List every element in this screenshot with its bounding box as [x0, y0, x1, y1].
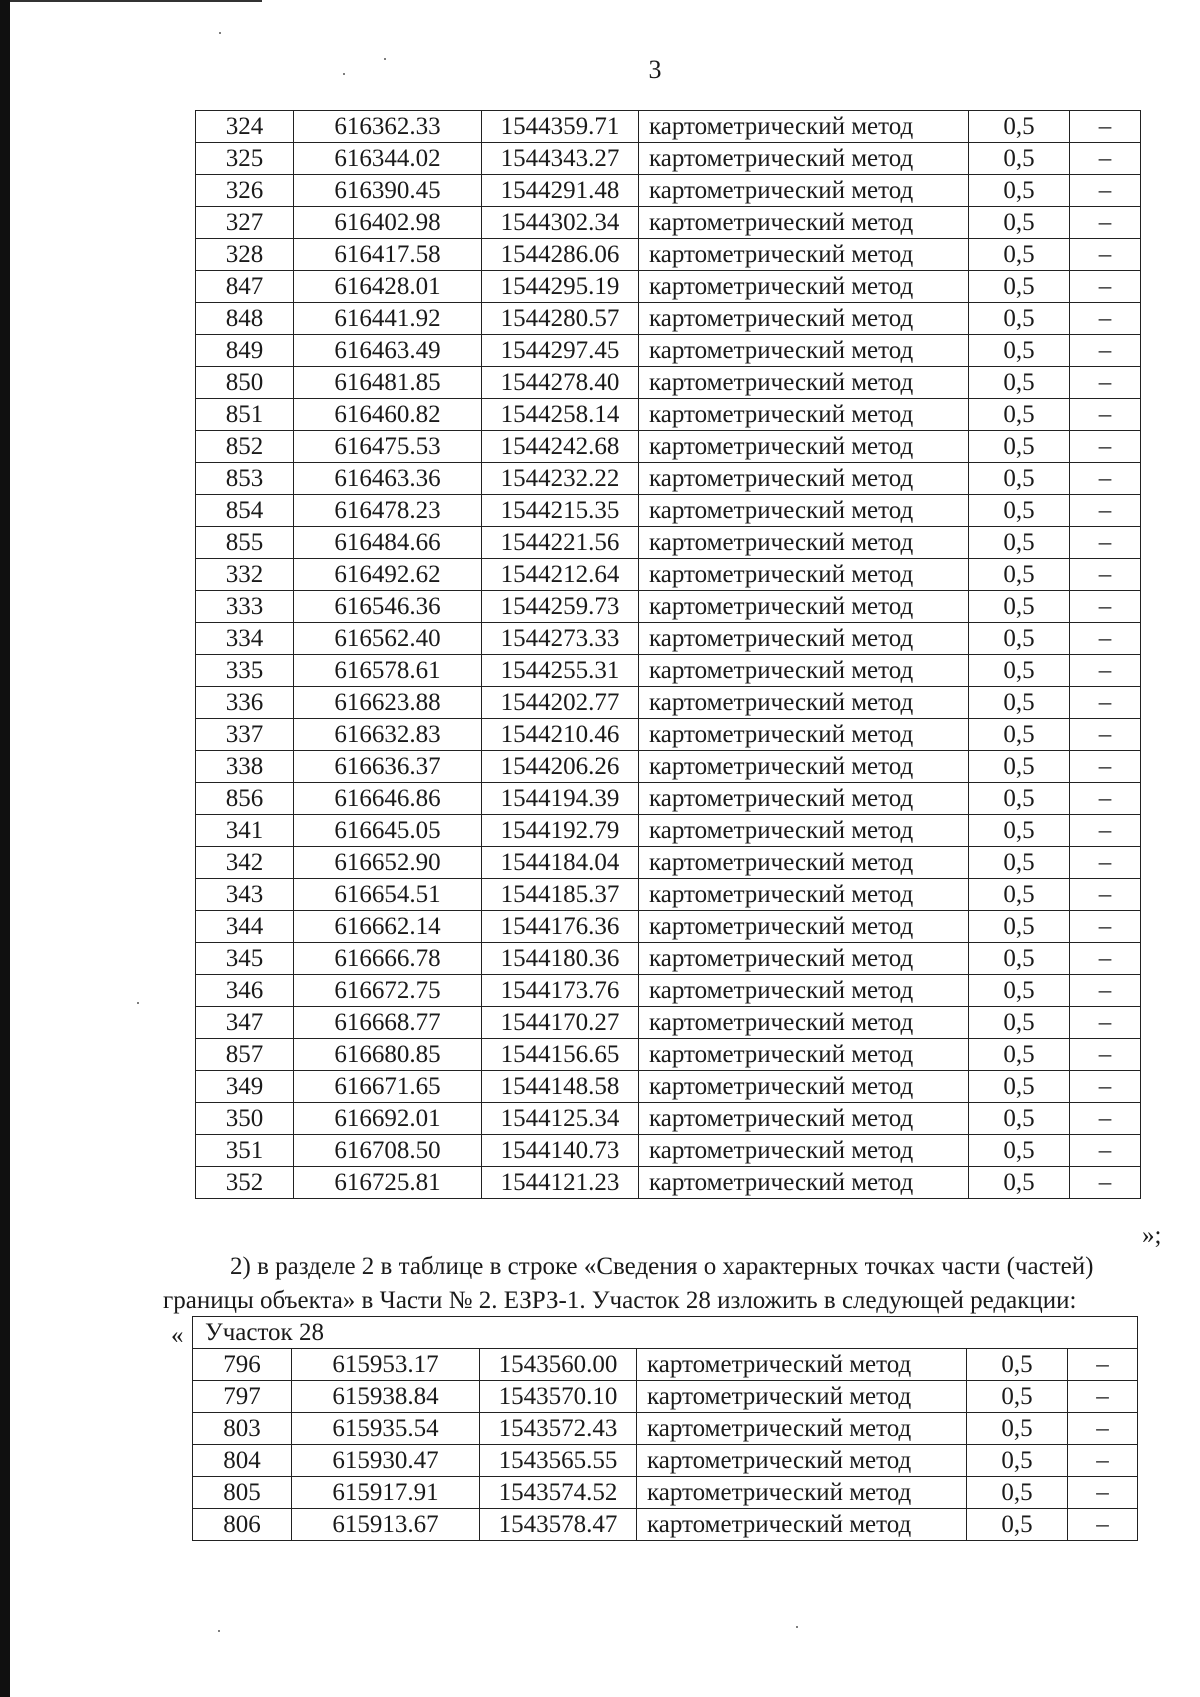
description-cell: – [1070, 783, 1141, 815]
x-coordinate-cell: 615938.84 [292, 1381, 480, 1413]
y-coordinate-cell: 1544242.68 [482, 431, 639, 463]
method-cell: картометрический метод [639, 655, 969, 687]
accuracy-cell: 0,5 [969, 271, 1070, 303]
x-coordinate-cell: 616460.82 [294, 399, 482, 431]
table-row [193, 1445, 1138, 1477]
x-coordinate-cell: 615930.47 [292, 1445, 480, 1477]
y-coordinate-cell: 1544215.35 [482, 495, 639, 527]
table-row [196, 143, 1141, 175]
description-cell: – [1070, 1103, 1141, 1135]
method-cell: картометрический метод [639, 687, 969, 719]
description-cell: – [1068, 1413, 1138, 1445]
table-row [196, 879, 1141, 911]
description-cell: – [1070, 751, 1141, 783]
description-cell: – [1070, 879, 1141, 911]
y-coordinate-cell: 1544185.37 [482, 879, 639, 911]
point-number-cell: 343 [196, 879, 294, 911]
point-number-cell: 337 [196, 719, 294, 751]
accuracy-cell: 0,5 [969, 495, 1070, 527]
description-cell: – [1070, 175, 1141, 207]
x-coordinate-cell: 616636.37 [294, 751, 482, 783]
x-coordinate-cell: 616478.23 [294, 495, 482, 527]
point-number-cell: 349 [196, 1071, 294, 1103]
description-cell: – [1070, 1167, 1141, 1199]
description-cell: – [1070, 527, 1141, 559]
point-number-cell: 342 [196, 847, 294, 879]
point-number-cell: 352 [196, 1167, 294, 1199]
table-row [196, 367, 1141, 399]
point-number-cell: 347 [196, 1007, 294, 1039]
y-coordinate-cell: 1544170.27 [482, 1007, 639, 1039]
method-cell: картометрический метод [639, 239, 969, 271]
point-number-cell: 855 [196, 527, 294, 559]
point-number-cell: 341 [196, 815, 294, 847]
description-cell: – [1070, 815, 1141, 847]
x-coordinate-cell: 616680.85 [294, 1039, 482, 1071]
accuracy-cell: 0,5 [967, 1445, 1068, 1477]
x-coordinate-cell: 615913.67 [292, 1509, 480, 1541]
scan-speck [219, 32, 221, 34]
y-coordinate-cell: 1544210.46 [482, 719, 639, 751]
point-number-cell: 332 [196, 559, 294, 591]
point-number-cell: 797 [193, 1381, 292, 1413]
point-number-cell: 853 [196, 463, 294, 495]
point-number-cell: 851 [196, 399, 294, 431]
y-coordinate-cell: 1544192.79 [482, 815, 639, 847]
method-cell: картометрический метод [639, 1103, 969, 1135]
method-cell: картометрический метод [639, 1135, 969, 1167]
accuracy-cell: 0,5 [969, 559, 1070, 591]
accuracy-cell: 0,5 [969, 175, 1070, 207]
method-cell: картометрический метод [639, 1039, 969, 1071]
x-coordinate-cell: 616652.90 [294, 847, 482, 879]
y-coordinate-cell: 1544359.71 [482, 111, 639, 143]
x-coordinate-cell: 616390.45 [294, 175, 482, 207]
y-coordinate-cell: 1544273.33 [482, 623, 639, 655]
point-number-cell: 338 [196, 751, 294, 783]
accuracy-cell: 0,5 [967, 1381, 1068, 1413]
point-number-cell: 796 [193, 1349, 292, 1381]
method-cell: картометрический метод [639, 271, 969, 303]
point-number-cell: 333 [196, 591, 294, 623]
scan-top-line [10, 0, 262, 2]
point-number-cell: 335 [196, 655, 294, 687]
point-number-cell: 849 [196, 335, 294, 367]
description-cell: – [1070, 335, 1141, 367]
x-coordinate-cell: 616492.62 [294, 559, 482, 591]
table-row [196, 303, 1141, 335]
accuracy-cell: 0,5 [969, 431, 1070, 463]
description-cell: – [1068, 1477, 1138, 1509]
y-coordinate-cell: 1544184.04 [482, 847, 639, 879]
y-coordinate-cell: 1544176.36 [482, 911, 639, 943]
y-coordinate-cell: 1544194.39 [482, 783, 639, 815]
accuracy-cell: 0,5 [969, 1007, 1070, 1039]
y-coordinate-cell: 1544232.22 [482, 463, 639, 495]
accuracy-cell: 0,5 [969, 687, 1070, 719]
table-row [196, 495, 1141, 527]
method-cell: картометрический метод [639, 143, 969, 175]
x-coordinate-cell: 616475.53 [294, 431, 482, 463]
x-coordinate-cell: 615917.91 [292, 1477, 480, 1509]
description-cell: – [1068, 1381, 1138, 1413]
method-cell: картометрический метод [637, 1477, 967, 1509]
table-row [196, 591, 1141, 623]
method-cell: картометрический метод [639, 1167, 969, 1199]
method-cell: картометрический метод [639, 175, 969, 207]
y-coordinate-cell: 1544121.23 [482, 1167, 639, 1199]
section-coordinates-table [192, 1316, 1138, 1541]
method-cell: картометрический метод [639, 911, 969, 943]
y-coordinate-cell: 1544280.57 [482, 303, 639, 335]
description-cell: – [1070, 271, 1141, 303]
method-cell: картометрический метод [639, 1007, 969, 1039]
point-number-cell: 806 [193, 1509, 292, 1541]
description-cell: – [1070, 1071, 1141, 1103]
description-cell: – [1070, 943, 1141, 975]
description-cell: – [1070, 847, 1141, 879]
table-row [196, 847, 1141, 879]
accuracy-cell: 0,5 [969, 1167, 1070, 1199]
method-cell: картометрический метод [639, 719, 969, 751]
scan-speck [796, 1626, 798, 1628]
table-row [196, 399, 1141, 431]
accuracy-cell: 0,5 [969, 143, 1070, 175]
y-coordinate-cell: 1544258.14 [482, 399, 639, 431]
accuracy-cell: 0,5 [967, 1413, 1068, 1445]
point-number-cell: 328 [196, 239, 294, 271]
table-row [196, 751, 1141, 783]
table-row [196, 111, 1141, 143]
point-number-cell: 327 [196, 207, 294, 239]
description-cell: – [1068, 1509, 1138, 1541]
point-number-cell: 326 [196, 175, 294, 207]
y-coordinate-cell: 1544212.64 [482, 559, 639, 591]
method-cell: картометрический метод [639, 303, 969, 335]
point-number-cell: 334 [196, 623, 294, 655]
y-coordinate-cell: 1543570.10 [480, 1381, 637, 1413]
method-cell: картометрический метод [639, 399, 969, 431]
x-coordinate-cell: 616671.65 [294, 1071, 482, 1103]
point-number-cell: 803 [193, 1413, 292, 1445]
accuracy-cell: 0,5 [969, 1071, 1070, 1103]
x-coordinate-cell: 616463.49 [294, 335, 482, 367]
accuracy-cell: 0,5 [969, 975, 1070, 1007]
x-coordinate-cell: 615953.17 [292, 1349, 480, 1381]
table-row [196, 1135, 1141, 1167]
point-number-cell: 325 [196, 143, 294, 175]
y-coordinate-cell: 1544297.45 [482, 335, 639, 367]
method-cell: картометрический метод [639, 751, 969, 783]
y-coordinate-cell: 1544173.76 [482, 975, 639, 1007]
point-number-cell: 346 [196, 975, 294, 1007]
y-coordinate-cell: 1544255.31 [482, 655, 639, 687]
method-cell: картометрический метод [639, 207, 969, 239]
y-coordinate-cell: 1543572.43 [480, 1413, 637, 1445]
method-cell: картометрический метод [637, 1509, 967, 1541]
section-header: Участок 28 [193, 1317, 1138, 1349]
point-number-cell: 850 [196, 367, 294, 399]
table-row [196, 655, 1141, 687]
method-cell: картометрический метод [639, 847, 969, 879]
point-number-cell: 848 [196, 303, 294, 335]
accuracy-cell: 0,5 [969, 335, 1070, 367]
accuracy-cell: 0,5 [969, 367, 1070, 399]
point-number-cell: 351 [196, 1135, 294, 1167]
method-cell: картометрический метод [639, 463, 969, 495]
table-row [196, 1103, 1141, 1135]
x-coordinate-cell: 616484.66 [294, 527, 482, 559]
description-cell: – [1070, 591, 1141, 623]
description-cell: – [1070, 687, 1141, 719]
y-coordinate-cell: 1544180.36 [482, 943, 639, 975]
method-cell: картометрический метод [637, 1445, 967, 1477]
point-number-cell: 857 [196, 1039, 294, 1071]
table-row [193, 1413, 1138, 1445]
accuracy-cell: 0,5 [967, 1349, 1068, 1381]
y-coordinate-cell: 1544278.40 [482, 367, 639, 399]
table-row [196, 943, 1141, 975]
x-coordinate-cell: 616666.78 [294, 943, 482, 975]
table-row [196, 431, 1141, 463]
description-cell: – [1070, 431, 1141, 463]
method-cell: картометрический метод [639, 879, 969, 911]
method-cell: картометрический метод [639, 431, 969, 463]
method-cell: картометрический метод [639, 527, 969, 559]
table-row [193, 1381, 1138, 1413]
description-cell: – [1070, 1007, 1141, 1039]
x-coordinate-cell: 616546.36 [294, 591, 482, 623]
description-cell: – [1070, 1039, 1141, 1071]
x-coordinate-cell: 616623.88 [294, 687, 482, 719]
coordinates-table [195, 110, 1141, 1199]
table-row [196, 815, 1141, 847]
scan-speck [218, 1630, 220, 1632]
method-cell: картометрический метод [639, 335, 969, 367]
method-cell: картометрический метод [637, 1349, 967, 1381]
description-cell: – [1070, 655, 1141, 687]
point-number-cell: 805 [193, 1477, 292, 1509]
y-coordinate-cell: 1544140.73 [482, 1135, 639, 1167]
accuracy-cell: 0,5 [969, 1135, 1070, 1167]
method-cell: картометрический метод [639, 943, 969, 975]
table-row [196, 271, 1141, 303]
y-coordinate-cell: 1544206.26 [482, 751, 639, 783]
accuracy-cell: 0,5 [967, 1477, 1068, 1509]
point-number-cell: 345 [196, 943, 294, 975]
accuracy-cell: 0,5 [969, 303, 1070, 335]
method-cell: картометрический метод [639, 111, 969, 143]
x-coordinate-cell: 616417.58 [294, 239, 482, 271]
x-coordinate-cell: 616578.61 [294, 655, 482, 687]
y-coordinate-cell: 1544221.56 [482, 527, 639, 559]
scan-edge [0, 0, 10, 1697]
accuracy-cell: 0,5 [967, 1509, 1068, 1541]
table-row [193, 1477, 1138, 1509]
point-number-cell: 854 [196, 495, 294, 527]
table-row [196, 239, 1141, 271]
description-cell: – [1070, 495, 1141, 527]
method-cell: картометрический метод [639, 591, 969, 623]
x-coordinate-cell: 616481.85 [294, 367, 482, 399]
accuracy-cell: 0,5 [969, 1103, 1070, 1135]
table-row [196, 559, 1141, 591]
table-row [196, 175, 1141, 207]
method-cell: картометрический метод [639, 815, 969, 847]
y-coordinate-cell: 1544291.48 [482, 175, 639, 207]
table-row [196, 975, 1141, 1007]
y-coordinate-cell: 1544125.34 [482, 1103, 639, 1135]
y-coordinate-cell: 1543565.55 [480, 1445, 637, 1477]
amendment-text-line-2: границы объекта» в Части № 2. ЕЗРЗ-1. Участок 28 изложить в следующей редакции: [163, 1287, 1077, 1314]
accuracy-cell: 0,5 [969, 1039, 1070, 1071]
y-coordinate-cell: 1544295.19 [482, 271, 639, 303]
x-coordinate-cell: 616441.92 [294, 303, 482, 335]
table-row [196, 783, 1141, 815]
section-header-row [193, 1317, 1138, 1349]
description-cell: – [1068, 1349, 1138, 1381]
table-row [196, 1007, 1141, 1039]
table-row [193, 1509, 1138, 1541]
accuracy-cell: 0,5 [969, 111, 1070, 143]
method-cell: картометрический метод [639, 367, 969, 399]
x-coordinate-cell: 616562.40 [294, 623, 482, 655]
closing-quote: »; [1142, 1222, 1162, 1249]
x-coordinate-cell: 616362.33 [294, 111, 482, 143]
x-coordinate-cell: 615935.54 [292, 1413, 480, 1445]
description-cell: – [1070, 975, 1141, 1007]
page-number: 3 [648, 55, 662, 84]
accuracy-cell: 0,5 [969, 239, 1070, 271]
accuracy-cell: 0,5 [969, 847, 1070, 879]
point-number-cell: 350 [196, 1103, 294, 1135]
table-row [196, 335, 1141, 367]
table-row [196, 527, 1141, 559]
y-coordinate-cell: 1544286.06 [482, 239, 639, 271]
x-coordinate-cell: 616463.36 [294, 463, 482, 495]
description-cell: – [1070, 463, 1141, 495]
description-cell: – [1070, 1135, 1141, 1167]
description-cell: – [1070, 207, 1141, 239]
method-cell: картометрический метод [637, 1381, 967, 1413]
amendment-text-line-1: 2) в разделе 2 в таблице в строке «Сведения о характерных точках части (частей) [230, 1253, 1094, 1280]
point-number-cell: 852 [196, 431, 294, 463]
table-row [196, 623, 1141, 655]
description-cell: – [1070, 239, 1141, 271]
method-cell: картометрический метод [637, 1413, 967, 1445]
description-cell: – [1070, 143, 1141, 175]
point-number-cell: 847 [196, 271, 294, 303]
table-row [196, 687, 1141, 719]
x-coordinate-cell: 616662.14 [294, 911, 482, 943]
accuracy-cell: 0,5 [969, 751, 1070, 783]
x-coordinate-cell: 616344.02 [294, 143, 482, 175]
x-coordinate-cell: 616668.77 [294, 1007, 482, 1039]
accuracy-cell: 0,5 [969, 399, 1070, 431]
y-coordinate-cell: 1543560.00 [480, 1349, 637, 1381]
table-row [196, 207, 1141, 239]
y-coordinate-cell: 1544148.58 [482, 1071, 639, 1103]
description-cell: – [1070, 303, 1141, 335]
y-coordinate-cell: 1543578.47 [480, 1509, 637, 1541]
method-cell: картометрический метод [639, 1071, 969, 1103]
accuracy-cell: 0,5 [969, 207, 1070, 239]
x-coordinate-cell: 616725.81 [294, 1167, 482, 1199]
accuracy-cell: 0,5 [969, 463, 1070, 495]
table-row [196, 911, 1141, 943]
accuracy-cell: 0,5 [969, 879, 1070, 911]
y-coordinate-cell: 1544156.65 [482, 1039, 639, 1071]
y-coordinate-cell: 1544259.73 [482, 591, 639, 623]
accuracy-cell: 0,5 [969, 623, 1070, 655]
method-cell: картометрический метод [639, 559, 969, 591]
point-number-cell: 856 [196, 783, 294, 815]
accuracy-cell: 0,5 [969, 911, 1070, 943]
x-coordinate-cell: 616645.05 [294, 815, 482, 847]
accuracy-cell: 0,5 [969, 943, 1070, 975]
x-coordinate-cell: 616654.51 [294, 879, 482, 911]
table-row [196, 1039, 1141, 1071]
description-cell: – [1070, 399, 1141, 431]
x-coordinate-cell: 616672.75 [294, 975, 482, 1007]
scan-speck [137, 1002, 139, 1004]
method-cell: картометрический метод [639, 495, 969, 527]
description-cell: – [1068, 1445, 1138, 1477]
table-row [193, 1349, 1138, 1381]
point-number-cell: 324 [196, 111, 294, 143]
accuracy-cell: 0,5 [969, 815, 1070, 847]
point-number-cell: 336 [196, 687, 294, 719]
method-cell: картометрический метод [639, 783, 969, 815]
method-cell: картометрический метод [639, 975, 969, 1007]
accuracy-cell: 0,5 [969, 527, 1070, 559]
point-number-cell: 344 [196, 911, 294, 943]
x-coordinate-cell: 616428.01 [294, 271, 482, 303]
y-coordinate-cell: 1544202.77 [482, 687, 639, 719]
description-cell: – [1070, 911, 1141, 943]
description-cell: – [1070, 111, 1141, 143]
description-cell: – [1070, 719, 1141, 751]
accuracy-cell: 0,5 [969, 655, 1070, 687]
method-cell: картометрический метод [639, 623, 969, 655]
table-row [196, 1167, 1141, 1199]
table-row [196, 463, 1141, 495]
accuracy-cell: 0,5 [969, 719, 1070, 751]
x-coordinate-cell: 616692.01 [294, 1103, 482, 1135]
x-coordinate-cell: 616646.86 [294, 783, 482, 815]
y-coordinate-cell: 1544343.27 [482, 143, 639, 175]
x-coordinate-cell: 616402.98 [294, 207, 482, 239]
x-coordinate-cell: 616632.83 [294, 719, 482, 751]
accuracy-cell: 0,5 [969, 591, 1070, 623]
point-number-cell: 804 [193, 1445, 292, 1477]
y-coordinate-cell: 1544302.34 [482, 207, 639, 239]
x-coordinate-cell: 616708.50 [294, 1135, 482, 1167]
table-row [196, 719, 1141, 751]
opening-quote: « [171, 1322, 184, 1349]
description-cell: – [1070, 559, 1141, 591]
table-row [196, 1071, 1141, 1103]
description-cell: – [1070, 367, 1141, 399]
y-coordinate-cell: 1543574.52 [480, 1477, 637, 1509]
accuracy-cell: 0,5 [969, 783, 1070, 815]
description-cell: – [1070, 623, 1141, 655]
